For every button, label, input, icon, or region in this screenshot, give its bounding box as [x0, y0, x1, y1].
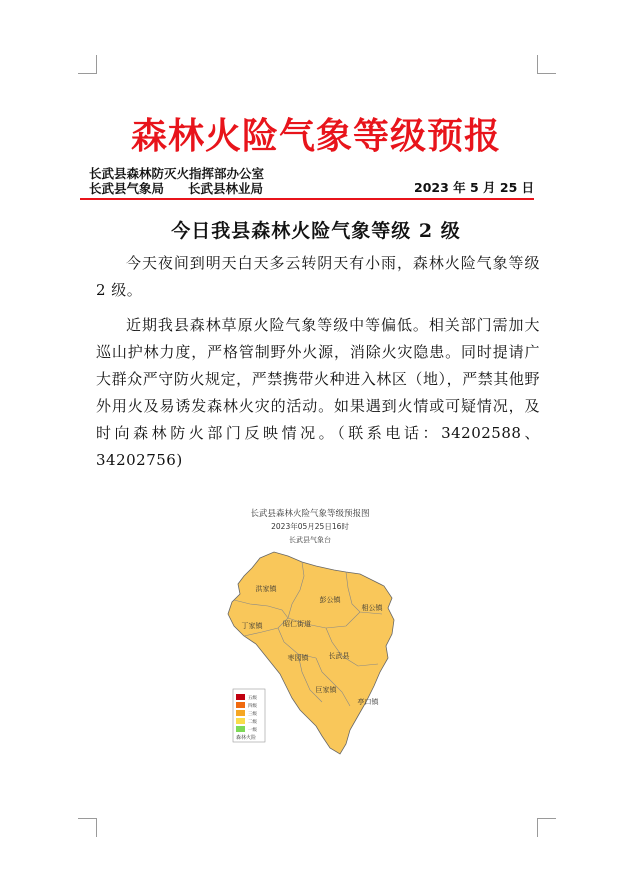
headline: 今日我县森林火险气象等级 2 级 — [171, 220, 461, 242]
legend-swatch — [236, 710, 245, 716]
legend-swatch — [236, 694, 245, 700]
legend-swatch — [236, 726, 245, 732]
town-label: 长武县 — [328, 652, 350, 660]
document-title: 森林火险气象等级预报 — [130, 116, 501, 157]
legend-label: 二级 — [248, 720, 257, 725]
legend-label: 一级 — [248, 728, 257, 733]
map-agency: 长武县气象台 — [289, 536, 331, 544]
forecast-map — [222, 506, 398, 760]
town-label: 丁家镇 — [241, 622, 263, 630]
issuer-line-2 — [89, 179, 263, 197]
issuer-forestry-bureau: 长武县林业局 — [188, 181, 264, 196]
corner-mark-bottom-right — [537, 818, 556, 837]
map-title: 长武县森林火险气象等级预报图 — [250, 509, 370, 519]
town-label: 彭公镇 — [319, 596, 341, 604]
issue-date: 2023 年 5 月 25 日 — [414, 180, 535, 195]
map-time: 2023年05月25日16时 — [271, 522, 349, 531]
town-label: 相公镇 — [361, 604, 383, 612]
legend-swatch — [236, 702, 245, 708]
issuer-office: 长武县森林防灭火指挥部办公室 — [89, 166, 265, 181]
map-legend — [233, 689, 265, 742]
corner-mark-bottom-left — [78, 818, 97, 837]
corner-mark-top-right — [537, 55, 556, 74]
legend-title: 森林火险 — [236, 735, 257, 741]
legend-label: 三级 — [248, 712, 257, 717]
header-divider — [80, 198, 534, 200]
paragraph-2: 近期我县森林草原火险气象等级中等偏低。相关部门需加大巡山护林力度，严格管制野外火源，消除火灾隐患。同时提请广大群众严守防火规定，严禁携带火种进入林区（地），严禁其他野外用火及易诱发森林火灾的活动。如果遇到火情或可疑情况，及时向森林防火部门反映情况。（联系电话：34202588、34202756) — [96, 316, 540, 469]
town-label: 洪家镇 — [255, 585, 277, 593]
legend-label: 四级 — [248, 704, 257, 709]
town-label: 昭仁街道 — [283, 620, 311, 628]
legend-swatch — [236, 718, 245, 724]
paragraph-1: 今天夜间到明天白天多云转阴天有小雨，森林火险气象等级 2 级。 — [96, 254, 540, 299]
town-label: 巨家镇 — [315, 686, 337, 694]
legend-label: 五级 — [248, 696, 257, 701]
corner-mark-top-left — [78, 55, 97, 74]
town-label: 亭口镇 — [357, 698, 379, 706]
town-label: 枣园镇 — [287, 654, 309, 662]
issuer-weather-bureau: 长武县气象局 — [89, 181, 165, 196]
